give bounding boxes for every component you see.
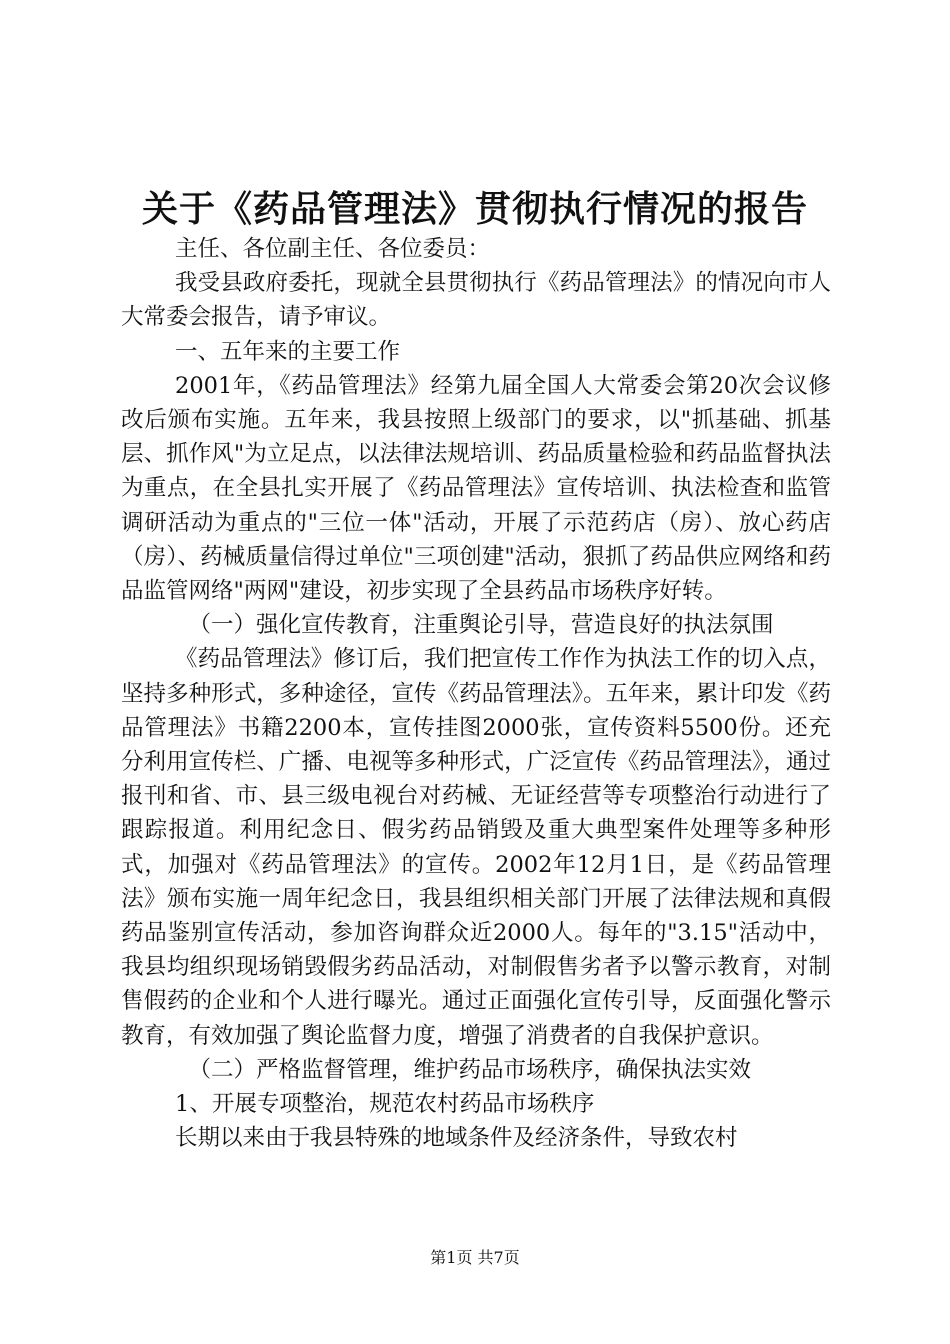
subsection-heading: （二）严格监督管理，维护药品市场秩序，确保执法实效	[188, 1056, 752, 1083]
document-body	[121, 232, 831, 1155]
paragraph: 我受县政府委托，现就全县贯彻执行《药品管理法》的情况向市人大常委会报告，请予审议。	[121, 270, 831, 331]
paragraph: 2001年，《药品管理法》经第九届全国人大常委会第20次会议修改后颁布实施。五年来，我县按照上级部门的要求，以"抓基础、抓基层、抓作风"为立足点，以法律法规培训、药品质量检验和药品监督执法为重点，在全县扎实开展了《药品管理法》宣传培训、执法检查和监管调研活动为重点的"三位一体"活动，开展了示范药店（房）、放心药店（房）、药械质量信得过单位"三项创建"活动，狠抓了药品供应网络和药品监管网络"两网"建设，初步实现了全县药品市场秩序好转。	[121, 372, 831, 605]
section-heading: 一、五年来的主要工作	[175, 338, 401, 365]
subsection-heading: （一）强化宣传教育，注重舆论引导，营造良好的执法氛围	[188, 612, 774, 639]
paragraph: 《药品管理法》修订后，我们把宣传工作作为执法工作的切入点，坚持多种形式，多种途径，宣传《药品管理法》。五年来，累计印发《药品管理法》书籍2200本，宣传挂图2000张，宣传资料5500份。还充分利用宣传栏、广播、电视等多种形式，广泛宣传《药品管理法》，通过报刊和省、市、县三级电视台对药械、无证经营等专项整治行动进行了跟踪报道。利用纪念日、假劣药品销毁及重大典型案件处理等多种形式，加强对《药品管理法》的宣传。2002年12月1日，是《药品管理法》颁布实施一周年纪念日，我县组织相关部门开展了法律法规和真假药品鉴别宣传活动，参加咨询群众近2000人。每年的"3.15"活动中，我县均组织现场销毁假劣药品活动，对制假售劣者予以警示教育，对制售假药的企业和个人进行曝光。通过正面强化宣传引导，反面强化警示教育，有效加强了舆论监督力度，增强了消费者的自我保护意识。	[121, 646, 831, 1049]
paragraph: 长期以来由于我县特殊的地域条件及经济条件，导致农村	[175, 1125, 738, 1152]
salutation: 主任、各位副主任、各位委员：	[175, 236, 491, 262]
document-title: 关于《药品管理法》贯彻执行情况的报告	[141, 188, 808, 230]
item-heading: 1、开展专项整治，规范农村药品市场秩序	[175, 1091, 595, 1118]
page-footer: 第1页 共7页	[430, 1248, 520, 1267]
